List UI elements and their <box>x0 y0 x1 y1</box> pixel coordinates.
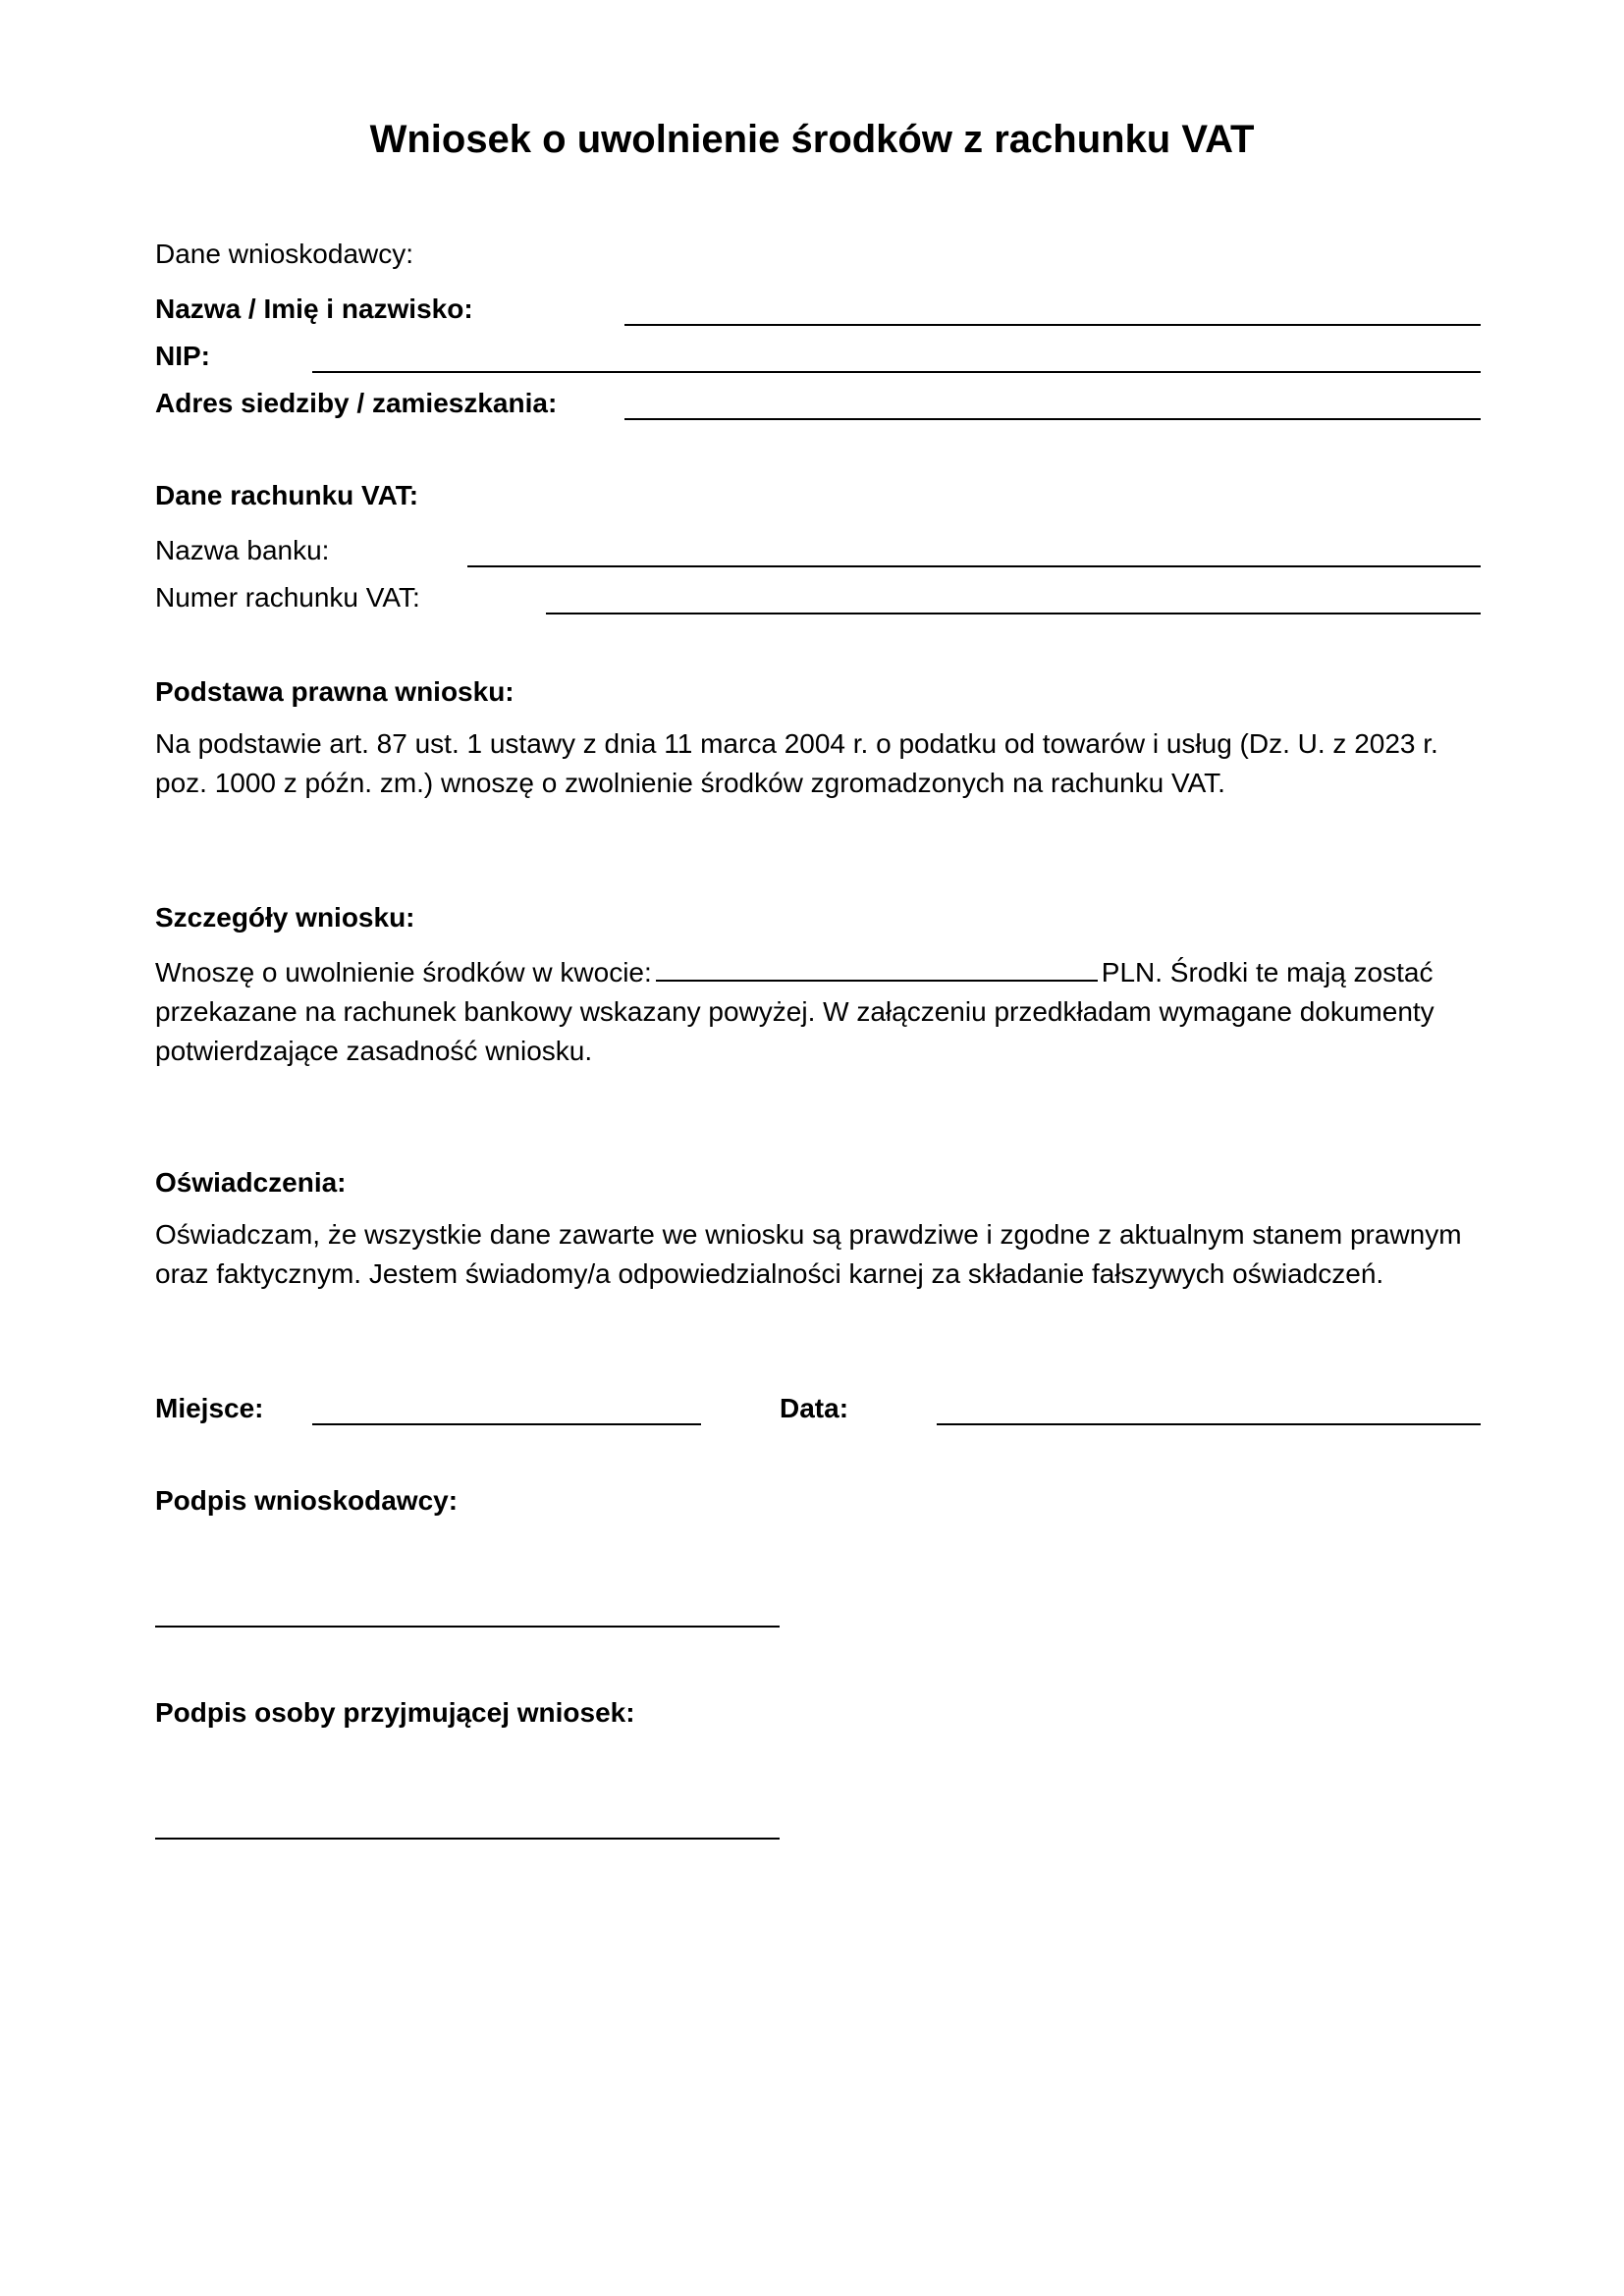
date-field[interactable] <box>937 1423 1481 1425</box>
bank-name-label: Nazwa banku: <box>155 535 330 565</box>
vat-account-number-label: Numer rachunku VAT: <box>155 582 420 613</box>
details-paragraph <box>155 952 1481 1071</box>
applicant-section-heading: Dane wnioskodawcy: <box>155 239 414 269</box>
receiver-signature-label: Podpis osoby przyjmującej wniosek: <box>155 1697 635 1728</box>
receiver-signature-field[interactable] <box>155 1838 780 1840</box>
place-field[interactable] <box>312 1423 701 1425</box>
vat-account-number-field[interactable] <box>546 613 1481 614</box>
vat-account-section-heading: Dane rachunku VAT: <box>155 480 419 510</box>
legal-basis-text: Na podstawie art. 87 ust. 1 ustawy z dnia 11 marca 2004 r. o podatku od towarów i usług (Dz. U. z 2023 r. poz. 1000 z późn. zm.) wnoszę o zwolnienie środków zgromadzonych na rachunku VAT. <box>155 728 1438 798</box>
place-label: Miejsce: <box>155 1393 264 1423</box>
applicant-signature-field[interactable] <box>155 1626 780 1628</box>
document-title: Wniosek o uwolnienie środków z rachunku VAT <box>369 118 1255 161</box>
address-label: Adres siedziby / zamieszkania: <box>155 388 558 418</box>
details-text-after: PLN. Środki te mają zostać przekazane na rachunek bankowy wskazany powyżej. W załączeniu przedkładam wymagane dokumenty potwierdzające zasadność wniosku. <box>155 957 1435 1066</box>
applicant-name-label: Nazwa / Imię i nazwisko: <box>155 294 473 324</box>
details-text-before: Wnoszę o uwolnienie środków w kwocie: <box>155 957 652 988</box>
bank-name-field[interactable] <box>467 565 1481 567</box>
applicant-name-field[interactable] <box>624 324 1481 326</box>
date-label: Data: <box>780 1393 849 1423</box>
statements-heading: Oświadczenia: <box>155 1167 347 1198</box>
details-heading: Szczegóły wniosku: <box>155 902 415 933</box>
legal-basis-heading: Podstawa prawna wniosku: <box>155 676 514 707</box>
statements-text: Oświadczam, że wszystkie dane zawarte we wniosku są prawdziwe i zgodne z aktualnym stanem prawnym oraz faktycznym. Jestem świadomy/a odpowiedzialności karnej za składanie fałszywych oświadczeń. <box>155 1219 1462 1289</box>
address-field[interactable] <box>624 418 1481 420</box>
applicant-signature-label: Podpis wnioskodawcy: <box>155 1485 459 1516</box>
nip-field[interactable] <box>312 371 1481 373</box>
nip-label: NIP: <box>155 341 210 371</box>
amount-field[interactable] <box>656 952 1098 982</box>
